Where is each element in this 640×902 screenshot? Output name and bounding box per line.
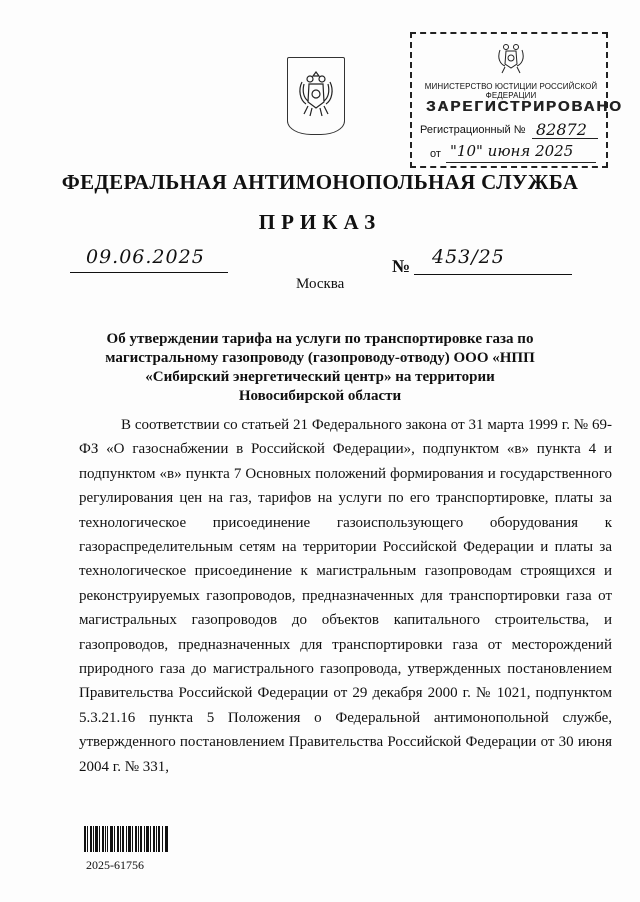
order-date: 09.06.2025 [86, 246, 205, 268]
order-number-sign: № [392, 256, 411, 276]
stamp-ministry-text: МИНИСТЕРСТВО ЮСТИЦИИ РОССИЙСКОЙ ФЕДЕРАЦИИ [424, 82, 598, 100]
order-body-paragraph: В соответствии со статьей 21 Федерального закона от 31 марта 1999 г. № 69-ФЗ «О газоснабжении в Российской Федерации», подпунктом «в» пункта 4 и подпунктом «в» пункта 7 Основных положений формирования и государственного регулирования цен на газ, тарифов на услуги по его транспортировке, платы за технологическое присоединение газоиспользующего оборудования к газораспределительным сетям на территории Российской Федерации и платы за технологическое присоединение к магистральным газопроводам строящихся и реконструируемых газопроводов, предназначенных для транспортировки газа от магистральных газопроводов до объектов капитального строительства, и газопроводов, предназначенных для транспортировки газа от месторождений природного газа до магистрального газопровода, утвержденных постановлением Правительства Российской Федерации от 29 декабря 2000 г. № 1021, подпунктом 5.3.21.16 пункта 5 Положения о Федеральной антимонопольной службе, утвержденного постановлением Правительства Российской Федерации от 30 июня 2004 г. № 331, [79, 417, 612, 775]
stamp-eagle-icon [497, 40, 525, 76]
order-number: 453/25 [432, 246, 505, 268]
stamp-reg-number-underline [532, 138, 598, 139]
double-headed-eagle-icon [296, 66, 336, 124]
order-date-underline [70, 272, 228, 273]
order-city: Москва [296, 276, 345, 292]
stamp-reg-number: 82872 [536, 120, 587, 139]
stamp-registered-text: ЗАРЕГИСТРИРОВАНО [426, 98, 623, 115]
document-type: ПРИКАЗ [258, 210, 382, 234]
document-code: 2025-61756 [86, 858, 144, 872]
stamp-date-underline [446, 162, 596, 163]
barcode-icon [84, 826, 168, 852]
order-subject-title: Об утверждении тарифа на услуги по транспортировке газа по магистральному газопроводу (газопроводу-отводу) ООО «НПП «Сибирский энергетический центр» на территории Новосибирской области [105, 331, 535, 404]
coat-of-arms-emblem [287, 57, 345, 135]
stamp-reg-date: "10" июня 2025 [450, 142, 574, 160]
registration-stamp [410, 32, 623, 168]
order-number-underline [414, 274, 572, 275]
stamp-reg-number-label: Регистрационный № [420, 124, 526, 136]
agency-name: ФЕДЕРАЛЬНАЯ АНТИМОНОПОЛЬНАЯ СЛУЖБА [61, 170, 579, 194]
stamp-from-label: от [430, 148, 441, 160]
